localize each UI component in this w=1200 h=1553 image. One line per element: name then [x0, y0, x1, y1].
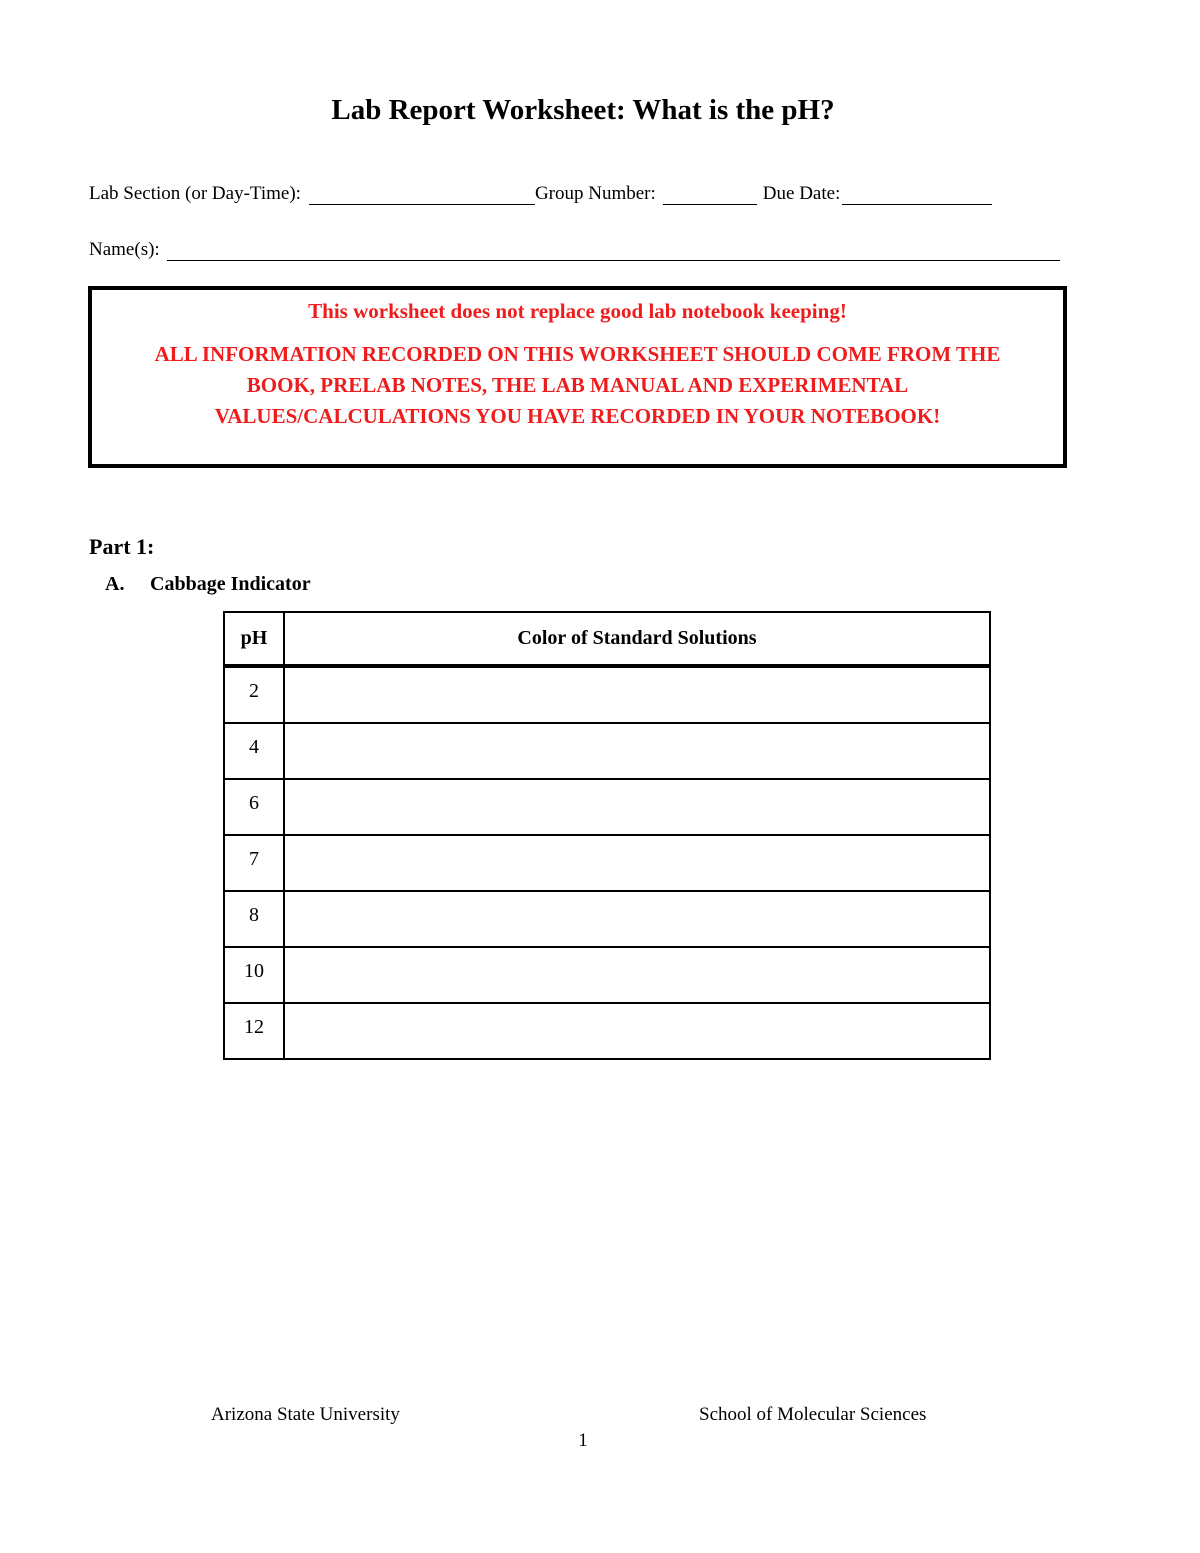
due-date-field[interactable] [842, 186, 992, 205]
part-1-heading: Part 1: [89, 534, 155, 559]
ph-value-cell: 10 [224, 947, 284, 1003]
ph-value-cell: 4 [224, 723, 284, 779]
table-row [224, 947, 990, 1003]
table-header-color: Color of Standard Solutions [284, 612, 990, 666]
page-title: Lab Report Worksheet: What is the pH? [331, 94, 835, 126]
ph-value-cell: 2 [224, 666, 284, 723]
section-a-title: Cabbage Indicator [150, 573, 311, 595]
due-date-label: Due Date: [762, 183, 841, 204]
color-entry-cell[interactable] [284, 779, 990, 835]
table-header-row [224, 612, 990, 666]
section-a-heading [105, 573, 311, 596]
names-row [89, 239, 1060, 261]
table-header-ph: pH [224, 612, 284, 666]
names-label: Name(s): [89, 239, 160, 260]
footer-university: Arizona State University [211, 1404, 400, 1425]
notice-line-2: ALL INFORMATION RECORDED ON THIS WORKSHEET SHOULD COME FROM THE BOOK, PRELAB NOTES, THE LAB MANUAL AND EXPERIMENTAL VALUES/CALCULATIONS YOU HAVE RECORDED IN YOUR NOTEBOOK! [154, 342, 1001, 428]
color-entry-cell[interactable] [284, 723, 990, 779]
table-row [224, 835, 990, 891]
names-field[interactable] [167, 242, 1060, 261]
header-fields-row [89, 183, 992, 205]
ph-value-cell: 6 [224, 779, 284, 835]
color-entry-cell[interactable] [284, 1003, 990, 1059]
color-entry-cell[interactable] [284, 891, 990, 947]
table-row [224, 723, 990, 779]
notice-box [88, 286, 1067, 468]
lab-section-label: Lab Section (or Day-Time): [89, 183, 301, 204]
page-number: 1 [578, 1430, 588, 1451]
group-number-field[interactable] [663, 186, 757, 205]
notice-line-1: This worksheet does not replace good lab notebook keeping! [308, 299, 847, 323]
color-entry-cell[interactable] [284, 835, 990, 891]
ph-value-cell: 7 [224, 835, 284, 891]
table-row [224, 891, 990, 947]
group-number-label: Group Number: [534, 183, 656, 204]
table-row [224, 666, 990, 723]
color-entry-cell[interactable] [284, 666, 990, 723]
section-a-marker: A. [105, 573, 125, 595]
ph-value-cell: 12 [224, 1003, 284, 1059]
ph-value-cell: 8 [224, 891, 284, 947]
table-row [224, 779, 990, 835]
cabbage-indicator-table [223, 611, 991, 1060]
footer-school: School of Molecular Sciences [699, 1404, 927, 1425]
lab-section-field[interactable] [309, 186, 535, 205]
color-entry-cell[interactable] [284, 947, 990, 1003]
table-row [224, 1003, 990, 1059]
